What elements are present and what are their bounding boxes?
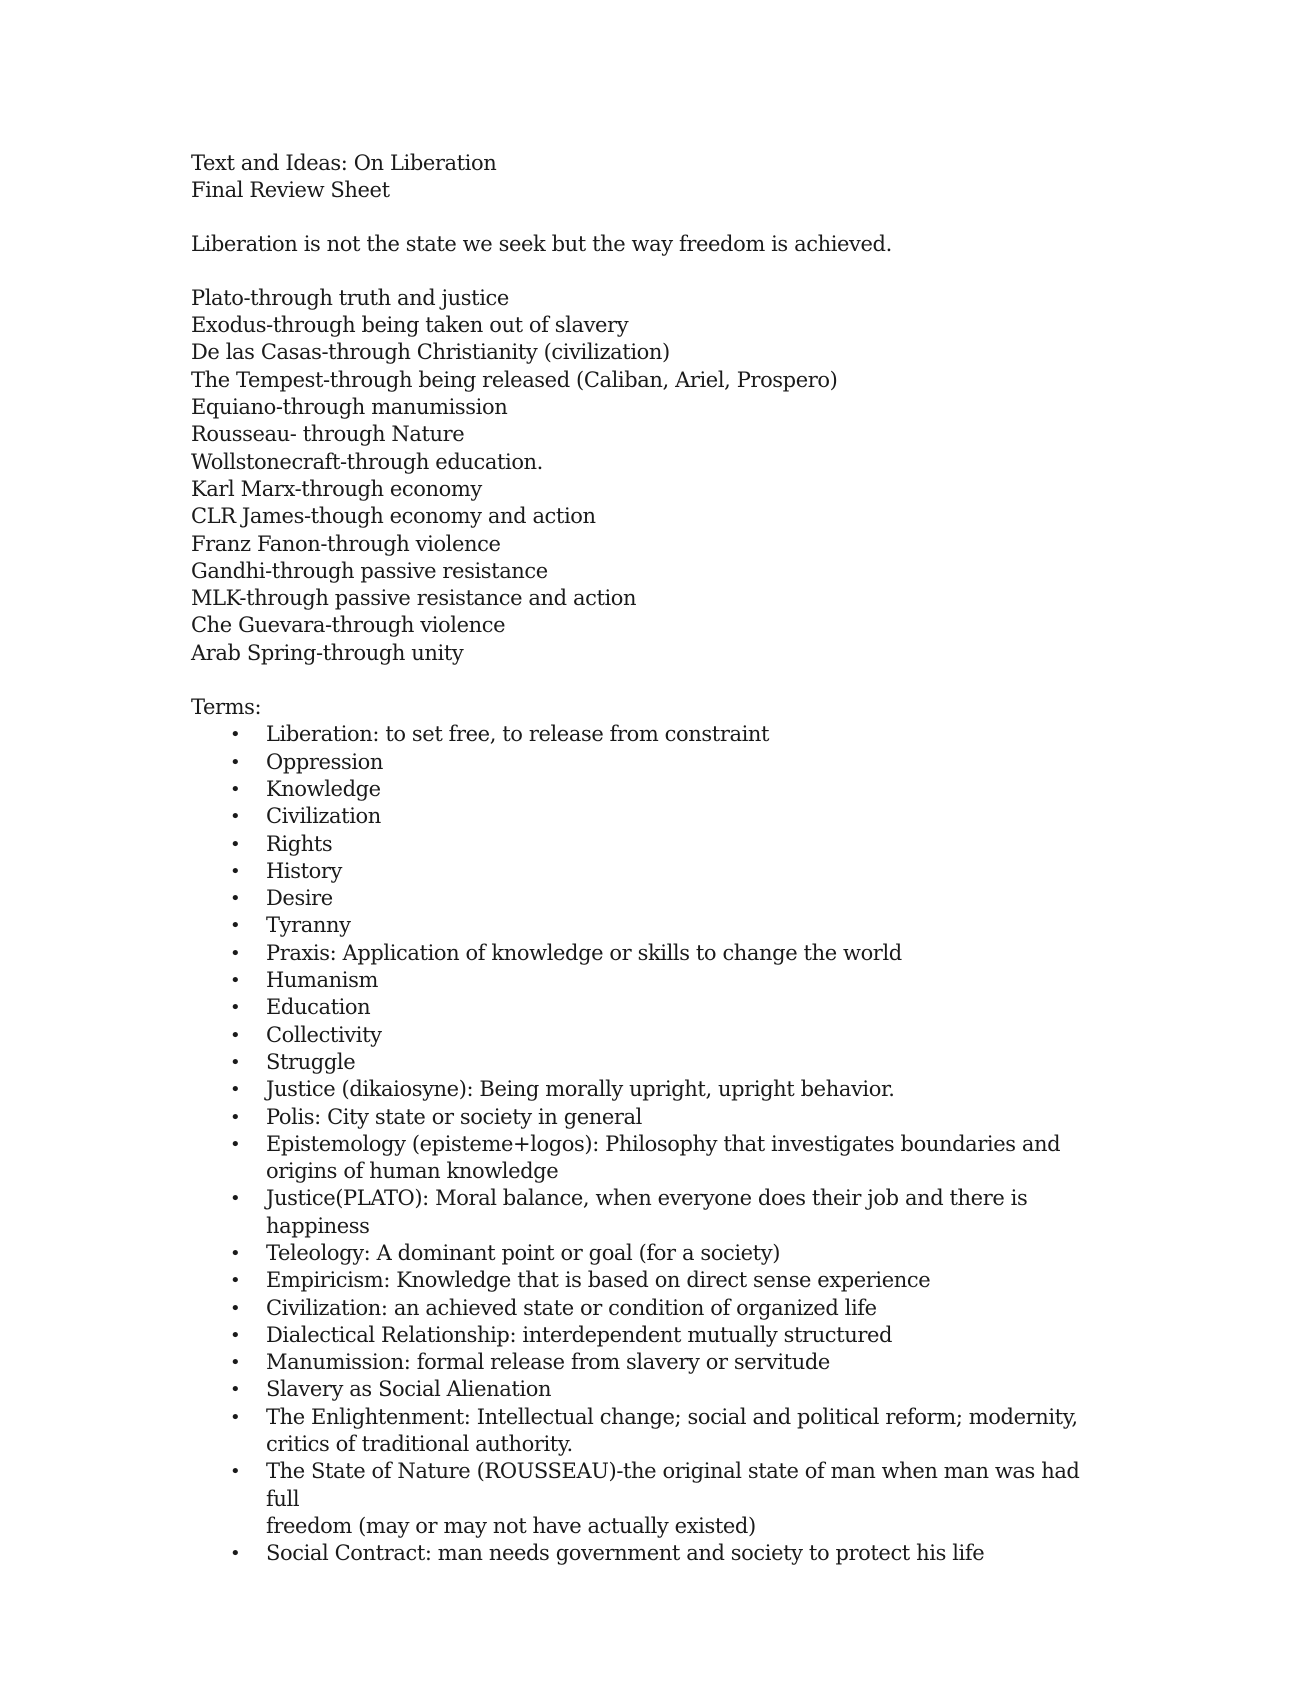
term-item	[191, 1267, 1191, 1294]
term-item	[191, 1240, 1191, 1267]
bullet-icon: •	[230, 1406, 241, 1428]
bullet-icon: •	[230, 1270, 241, 1292]
term-item	[191, 749, 1191, 776]
bullet-icon: •	[230, 1188, 241, 1210]
bullet-icon: •	[230, 1297, 241, 1319]
author-line: Karl Marx-through economy	[191, 476, 482, 501]
term-text: Civilization: an achieved state or condition of organized life	[266, 1295, 877, 1320]
term-item	[191, 1131, 1191, 1186]
term-item	[191, 1540, 1191, 1567]
term-item	[191, 994, 1191, 1021]
term-text: Education	[266, 995, 371, 1020]
term-text: Praxis: Application of knowledge or skills to change the world	[266, 940, 902, 965]
bullet-icon: •	[230, 915, 241, 937]
term-item	[191, 885, 1191, 912]
term-text: Rights	[266, 831, 333, 856]
term-text: Humanism	[266, 968, 379, 993]
term-text: Slavery as Social Alienation	[266, 1377, 552, 1402]
thesis-statement: Liberation is not the state we seek but the way freedom is achieved.	[191, 231, 892, 256]
term-item	[191, 967, 1191, 994]
author-line: Che Guevara-through violence	[191, 613, 506, 638]
term-text: Civilization	[266, 804, 381, 829]
term-text: critics of traditional authority.	[266, 1432, 573, 1457]
term-text: Dialectical Relationship: interdependent mutually structured	[266, 1322, 893, 1347]
bullet-icon: •	[230, 724, 241, 746]
term-text: Collectivity	[266, 1022, 382, 1047]
spacer	[191, 258, 1191, 285]
bullet-icon: •	[230, 888, 241, 910]
term-text: freedom (may or may not have actually existed)	[266, 1513, 756, 1538]
bullet-icon: •	[230, 1106, 241, 1128]
author-line: Wollstonecraft-through education.	[191, 449, 543, 474]
bullet-icon: •	[230, 778, 241, 800]
author-line: CLR James-though economy and action	[191, 504, 596, 529]
term-item	[191, 721, 1191, 748]
bullet-icon: •	[230, 1051, 241, 1073]
term-text: Social Contract: man needs government and society to protect his life	[266, 1541, 985, 1566]
term-item	[191, 1076, 1191, 1103]
term-item	[191, 831, 1191, 858]
term-item	[191, 858, 1191, 885]
term-text: Knowledge	[266, 776, 381, 801]
term-text: Struggle	[266, 1049, 356, 1074]
bullet-icon: •	[230, 751, 241, 773]
term-item	[191, 1376, 1191, 1403]
term-text: Justice(PLATO): Moral balance, when everyone does their job and there is happiness	[266, 1186, 1028, 1238]
author-line: MLK-through passive resistance and action	[191, 586, 637, 611]
terms-heading: Terms:	[191, 695, 262, 720]
term-text: Epistemology (episteme+logos): Philosophy that investigates boundaries and	[266, 1131, 1061, 1156]
term-text: History	[266, 858, 342, 883]
terms-list	[191, 721, 1191, 1567]
term-item	[191, 1104, 1191, 1131]
bullet-icon: •	[230, 860, 241, 882]
document-subtitle: Final Review Sheet	[191, 178, 390, 203]
spacer	[191, 667, 1191, 694]
bullet-icon: •	[230, 833, 241, 855]
term-text: The State of Nature (ROUSSEAU)-the original state of man when man was had full	[266, 1459, 1080, 1511]
term-item	[191, 912, 1191, 939]
term-item	[191, 1349, 1191, 1376]
term-item	[191, 1458, 1191, 1540]
term-text: origins of human knowledge	[266, 1159, 559, 1184]
term-text: Teleology: A dominant point or goal (for a society)	[266, 1240, 780, 1265]
term-item	[191, 1404, 1191, 1459]
author-line: Equiano-through manumission	[191, 395, 508, 420]
authors-list	[191, 285, 1191, 667]
term-text: Tyranny	[266, 913, 351, 938]
author-line: Rousseau- through Nature	[191, 422, 465, 447]
document-page	[191, 150, 1191, 1568]
bullet-icon: •	[230, 1133, 241, 1155]
author-line: Plato-through truth and justice	[191, 285, 509, 310]
term-text: Liberation: to set free, to release from constraint	[266, 722, 770, 747]
bullet-icon: •	[230, 1242, 241, 1264]
term-text: Desire	[266, 886, 333, 911]
term-text: Oppression	[266, 749, 384, 774]
author-line: Franz Fanon-through violence	[191, 531, 501, 556]
bullet-icon: •	[230, 1543, 241, 1565]
term-item	[191, 1185, 1191, 1240]
term-text: Polis: City state or society in general	[266, 1104, 642, 1129]
bullet-icon: •	[230, 1379, 241, 1401]
author-line: The Tempest-through being released (Caliban, Ariel, Prospero)	[191, 367, 838, 392]
bullet-icon: •	[230, 942, 241, 964]
author-line: Exodus-through being taken out of slavery	[191, 313, 629, 338]
term-text: Manumission: formal release from slavery or servitude	[266, 1350, 830, 1375]
term-item	[191, 1295, 1191, 1322]
bullet-icon: •	[230, 1324, 241, 1346]
term-item	[191, 803, 1191, 830]
bullet-icon: •	[230, 970, 241, 992]
term-item	[191, 776, 1191, 803]
bullet-icon: •	[230, 1461, 241, 1483]
term-text: Empiricism: Knowledge that is based on direct sense experience	[266, 1268, 931, 1293]
bullet-icon: •	[230, 997, 241, 1019]
author-line: De las Casas-through Christianity (civilization)	[191, 340, 670, 365]
author-line: Arab Spring-through unity	[191, 640, 464, 665]
term-item	[191, 1322, 1191, 1349]
term-text: Justice (dikaiosyne): Being morally upright, upright behavior.	[266, 1077, 895, 1102]
author-line: Gandhi-through passive resistance	[191, 558, 548, 583]
bullet-icon: •	[230, 1024, 241, 1046]
document-title: Text and Ideas: On Liberation	[191, 151, 497, 175]
bullet-icon: •	[230, 1079, 241, 1101]
term-item	[191, 940, 1191, 967]
bullet-icon: •	[230, 1352, 241, 1374]
term-text: The Enlightenment: Intellectual change; social and political reform; modernity,	[266, 1404, 1078, 1429]
spacer	[191, 205, 1191, 231]
term-item	[191, 1022, 1191, 1049]
term-item	[191, 1049, 1191, 1076]
bullet-icon: •	[230, 806, 241, 828]
